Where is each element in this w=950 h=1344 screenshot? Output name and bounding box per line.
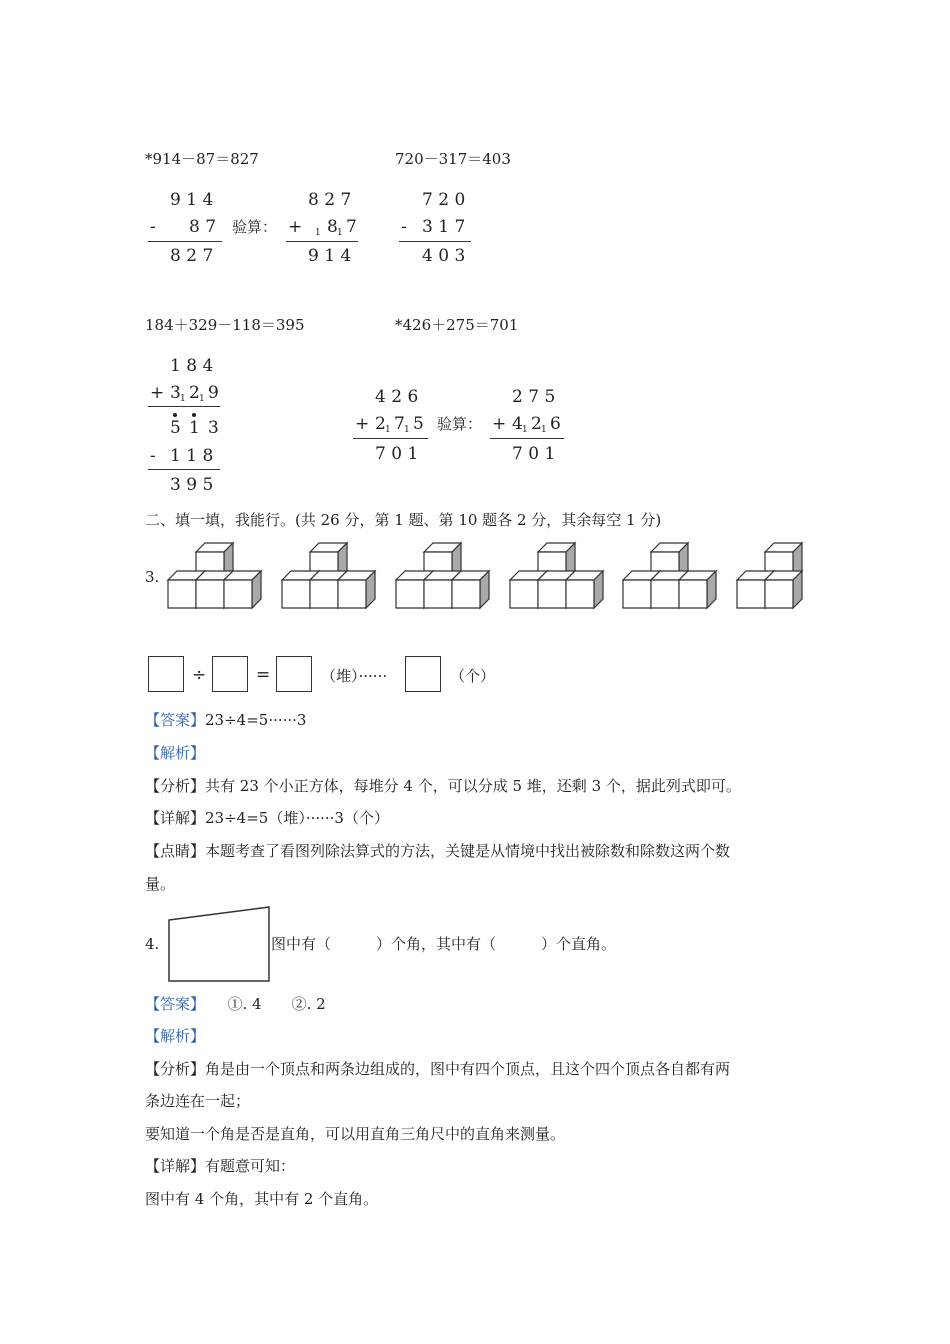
q3-dianjing-line-2: 量。 xyxy=(145,875,176,893)
cube-face xyxy=(196,580,224,608)
calc-rule xyxy=(148,469,220,470)
cube-face xyxy=(396,580,424,608)
q4-xiangjie-line: 【详解】有题意可知： xyxy=(145,1157,296,1175)
equation-2: 720－317＝403 xyxy=(395,150,511,168)
quadrilateral-figure xyxy=(166,904,272,984)
q4-fenxi-line: 【分析】角是由一个顶点和两条边组成的，图中有四个顶点，且这个四个顶点各自都有两 xyxy=(145,1060,731,1078)
blank-box-quotient[interactable] xyxy=(276,656,312,692)
q3-fenxi-line: 【分析】共有 23 个小正方体，每堆分 4 个，可以分成 5 堆，还剩 3 个，据此列式即可。 xyxy=(145,777,741,795)
equation-4: *426＋275＝701 xyxy=(395,316,519,334)
cube-face xyxy=(224,580,252,608)
calc-rule xyxy=(148,406,220,407)
cube-face xyxy=(679,580,707,608)
cube-face xyxy=(338,580,366,608)
calc-rule xyxy=(399,241,471,242)
question-3-number: 3. xyxy=(145,568,160,586)
question-4-text: 图中有（ ）个角，其中有（ ）个直角。 xyxy=(271,935,617,953)
check-label: 验算： xyxy=(232,218,278,236)
cube-piles xyxy=(162,538,822,613)
cube-face xyxy=(566,580,594,608)
cube-face xyxy=(452,580,480,608)
calc-rule xyxy=(148,241,222,242)
q3-xiangjie-line: 【详解】23÷4=5（堆）······3（个） xyxy=(145,809,389,827)
q3-dianjing-line: 【点睛】本题考查了看图列除法算式的方法，关键是从情境中找出被除数和除数这两个数 xyxy=(145,842,731,860)
q4-fenxi-line-2: 条边连在一起； xyxy=(145,1092,251,1110)
q4-conclusion: 图中有 4 个角，其中有 2 个直角。 xyxy=(145,1190,379,1208)
blank-box-dividend[interactable] xyxy=(148,656,184,692)
cube-face xyxy=(310,580,338,608)
blank-box-remainder[interactable] xyxy=(405,656,441,692)
q3-jiexi: 【解析】 xyxy=(145,744,206,762)
calc-rule xyxy=(353,438,428,439)
blank-box-divisor[interactable] xyxy=(212,656,248,692)
calc-rule xyxy=(490,438,564,439)
question-4-number: 4. xyxy=(145,935,160,953)
cube-face xyxy=(282,580,310,608)
q3-answer-line: 【答案】23÷4=5······3 xyxy=(145,711,307,729)
cube-face xyxy=(538,580,566,608)
cube-face xyxy=(424,580,452,608)
q4-fenxi-line-3: 要知道一个角是否是直角，可以用直角三角尺中的直角来测量。 xyxy=(145,1125,566,1143)
cube-face xyxy=(623,580,651,608)
q4-answer-line: 【答案】 ①. 4 ②. 2 xyxy=(145,995,326,1013)
cube-face xyxy=(168,580,196,608)
cube-face xyxy=(510,580,538,608)
equation-3: 184＋329－118＝395 xyxy=(145,316,305,334)
section-2-title: 二、填一填，我能行。(共 26 分，第 1 题、第 10 题各 2 分，其余每空 1 分) xyxy=(145,511,662,529)
calc-rule xyxy=(286,241,358,242)
q4-jiexi: 【解析】 xyxy=(145,1027,206,1045)
cube-face xyxy=(737,580,765,608)
cube-face xyxy=(765,580,793,608)
check-label: 验算： xyxy=(437,415,483,433)
equation-1: *914－87＝827 xyxy=(145,150,259,168)
cube-face xyxy=(651,580,679,608)
